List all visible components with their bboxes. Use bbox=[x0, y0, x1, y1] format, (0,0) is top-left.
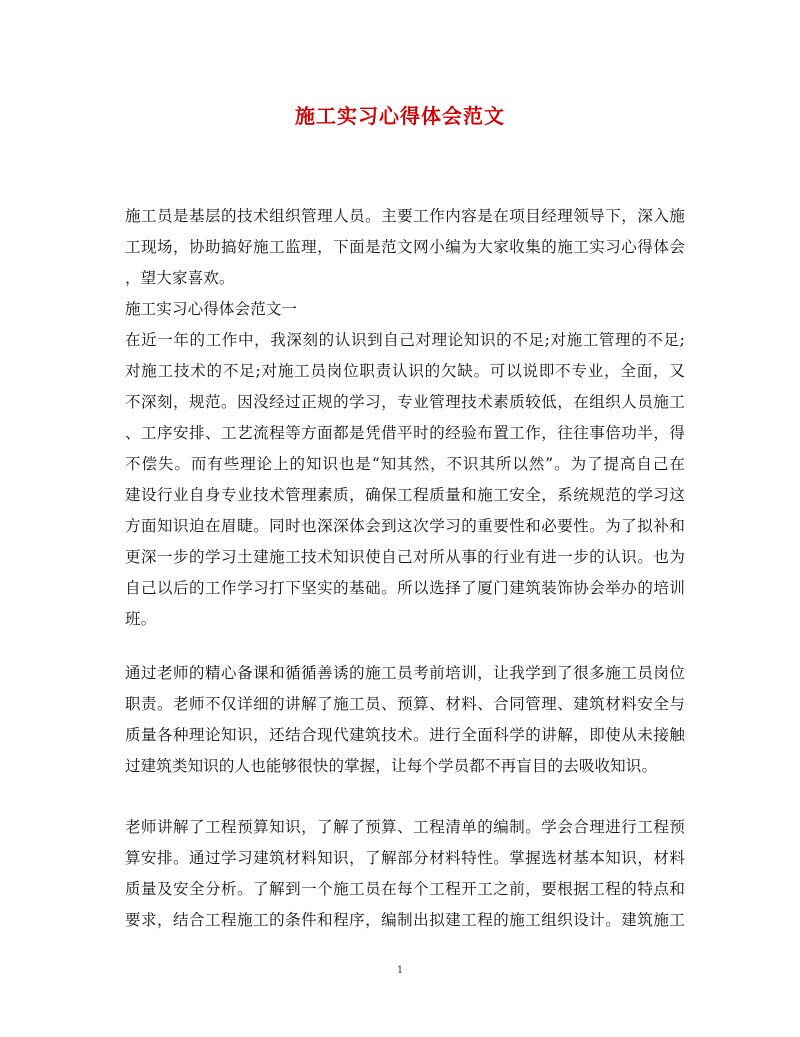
text-line: 质量各种理论知识，还结合现代建筑技术。进行全面科学的讲解，即使从未接触 bbox=[125, 726, 685, 744]
text-line: 施工员是基层的技术组织管理人员。主要工作内容是在项目经理领导下，深入施 bbox=[125, 207, 685, 225]
section-heading: 施工实习心得体会范文一 bbox=[125, 300, 298, 318]
text-line: 不深刻，规范。因没经过正规的学习，专业管理技术素质较低，在组织人员施工 bbox=[125, 393, 685, 411]
text-line: 老师讲解了工程预算知识，了解了预算、工程清单的编制。学会合理进行工程预 bbox=[125, 818, 685, 836]
text-line: 在近一年的工作中，我深刻的认识到自己对理论知识的不足;对施工管理的不足; bbox=[125, 331, 685, 349]
page-number: 1 bbox=[396, 965, 404, 976]
text-line: 质量及安全分析。了解到一个施工员在每个工程开工之前，要根据工程的特点和 bbox=[125, 880, 685, 898]
text-line: 、工序安排、工艺流程等方面都是凭借平时的经验布置工作，往往事倍功半，得 bbox=[125, 424, 685, 442]
text-line: 算安排。通过学习建筑材料知识，了解部分材料特性。掌握选材基本知识，材料 bbox=[125, 849, 685, 867]
text-line: 通过老师的精心备课和循循善诱的施工员考前培训，让我学到了很多施工员岗位 bbox=[125, 664, 685, 682]
text-line: 方面知识迫在眉睫。同时也深深体会到这次学习的重要性和必要性。为了拟补和 bbox=[125, 517, 685, 535]
text-line: 职责。老师不仅详细的讲解了施工员、预算、材料、合同管理、建筑材料安全与 bbox=[125, 695, 685, 713]
text-line: ，望大家喜欢。 bbox=[125, 269, 235, 287]
text-line: 建设行业自身专业技术管理素质，确保工程质量和施工安全，系统规范的学习这 bbox=[125, 486, 685, 504]
text-line: 工现场，协助搞好施工监理，下面是范文网小编为大家收集的施工实习心得体会 bbox=[125, 238, 685, 256]
text-line: 对施工技术的不足;对施工员岗位职责认识的欠缺。可以说即不专业，全面，又 bbox=[125, 362, 685, 380]
text-line: 自己以后的工作学习打下坚实的基础。所以选择了厦门建筑装饰协会举办的培训 bbox=[125, 579, 685, 597]
text-line: 过建筑类知识的人也能够很快的掌握，让每个学员都不再盲目的去吸收知识。 bbox=[125, 757, 658, 775]
text-line: 更深一步的学习土建施工技术知识使自己对所从事的行业有进一步的认识。也为 bbox=[125, 548, 685, 566]
document-title: 施工实习心得体会范文 bbox=[295, 104, 505, 128]
text-line: 要求，结合工程施工的条件和程序，编制出拟建工程的施工组织设计。建筑施工 bbox=[125, 911, 685, 929]
text-line: 不偿失。而有些理论上的知识也是“知其然，不识其所以然”。为了提高自己在 bbox=[125, 455, 685, 473]
text-line: 班。 bbox=[125, 610, 157, 628]
